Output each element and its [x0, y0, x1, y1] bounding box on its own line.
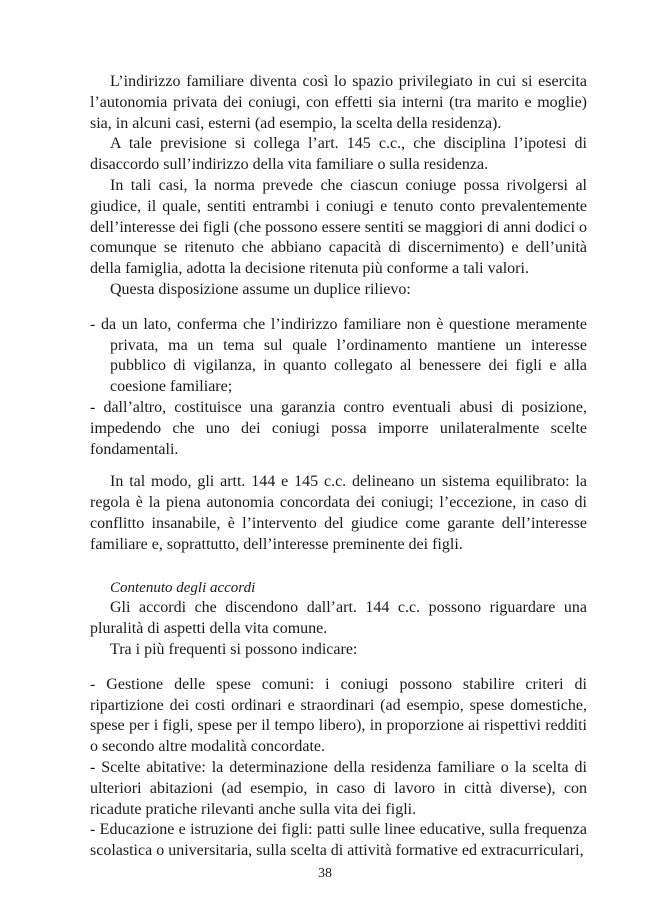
- list-item: - da un lato, conferma che l’indirizzo familiare non è questione meramente privata, ma un tema sul quale l’ordinamento mantiene un interesse pubblico di vigilanza, in quanto collegato al benessere dei figli e alla coesione familiare;: [90, 315, 587, 396]
- list-item: - Educazione e istruzione dei figli: patti sulle linee educative, sulla frequenza scolastica o universitaria, sulla scelta di attività formative ed extracurriculari,: [90, 821, 587, 860]
- paragraph: In tali casi, la norma prevede che ciascun coniuge possa rivolgersi al giudice, il quale, sentiti entrambi i coniugi e tenuto conto prevalentemente dell’interesse dei figli (che possono essere sentiti se maggiori di anni dodici o comunque se ritenuto che abbiano capacità di discernimento) e dell’unità della famiglia, adotta la decisione ritenuta più conforme a tali valori.: [90, 176, 587, 278]
- list-item: - dall’altro, costituisce una garanzia contro eventuali abusi di posizione, impedendo che uno dei coniugi possa imporre unilateralmente scelte fondamentali.: [90, 398, 587, 458]
- body-text: [90, 72, 587, 874]
- paragraph: Gli accordi che discendono dall’art. 144 c.c. possono riguardare una pluralità di aspetti della vita comune.: [90, 599, 587, 638]
- section-heading: Contenuto degli accordi: [110, 579, 256, 596]
- paragraph: Tra i più frequenti si possono indicare:: [110, 640, 358, 658]
- bullet-list: [90, 675, 587, 862]
- page-number: 38: [318, 866, 332, 881]
- paragraph: L’indirizzo familiare diventa così lo spazio privilegiato in cui si esercita l’autonomia privata dei coniugi, con effetti sia interni (tra marito e moglie) sia, in alcuni casi, esterni (ad esempio, la scelta della residenza).: [90, 73, 587, 132]
- bullet-list: [90, 315, 587, 461]
- paragraph: In tal modo, gli artt. 144 e 145 c.c. delineano un sistema equilibrato: la regola è la piena autonomia concordata dei coniugi; l’eccezione, in caso di conflitto insanabile, è l’intervento del giudice come garante dell’interesse familiare e, soprattutto, dell’interesse preminente dei figli.: [90, 473, 587, 553]
- list-item: - Scelte abitative: la determinazione della residenza familiare o la scelta di ulteriori abitazioni (ad esempio, in caso di lavoro in città diverse), con ricadute pratiche rilevanti anche sulla vita dei figli.: [90, 758, 587, 818]
- paragraph: Questa disposizione assume un duplice rilievo:: [110, 280, 411, 298]
- paragraph: A tale previsione si collega l’art. 145 c.c., che disciplina l’ipotesi di disaccordo sull’indirizzo della vita familiare o sulla residenza.: [90, 135, 587, 174]
- list-item: - Gestione delle spese comuni: i coniugi possono stabilire criteri di ripartizione dei costi ordinari e straordinari (ad esempio, spese domestiche, spese per i figli, spese per il tempo libero), in proporzione ai rispettivi redditi o secondo altre modalità concordate.: [90, 675, 587, 756]
